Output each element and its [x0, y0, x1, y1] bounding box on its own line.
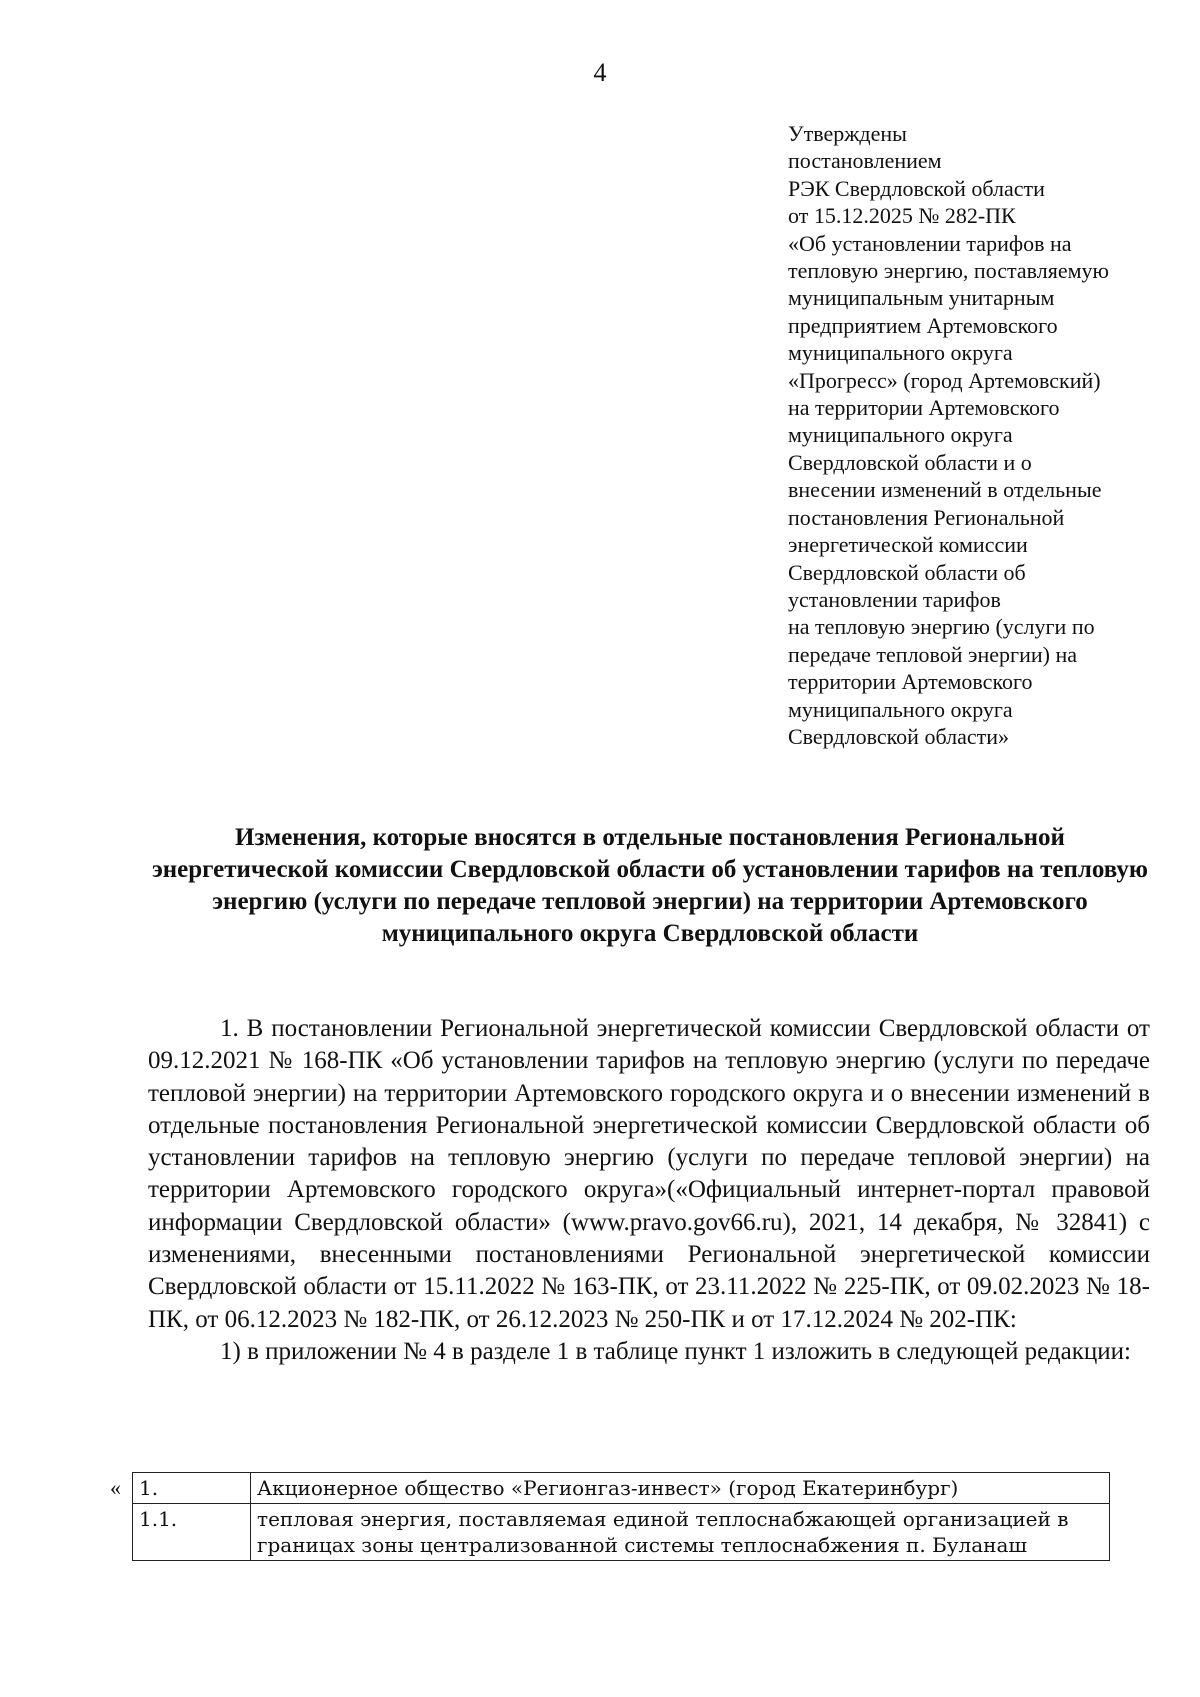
table-cell-number: 1.1.: [133, 1504, 251, 1561]
page-number: 4: [593, 58, 607, 87]
approval-line: постановлением: [788, 148, 942, 174]
table-row: [133, 1473, 1110, 1504]
approval-line: внесении изменений в отдельные: [788, 477, 1102, 503]
table-cell-text: Акционерное общество «Регионгаз-инвест» (город Екатеринбург): [251, 1473, 1110, 1504]
table-row: [133, 1504, 1110, 1561]
approval-line: передаче тепловой энергии) на: [788, 641, 1077, 667]
approval-line: Свердловской области»: [788, 723, 1009, 749]
approval-line: постановления Региональной: [788, 504, 1065, 530]
quote-open-mark: «: [110, 1475, 121, 1500]
table-cell-text: тепловая энергия, поставляемая единой теплоснабжающей организацией в границах зоны централизованной системы теплоснабжения п. Буланаш: [251, 1504, 1110, 1561]
table-cell-number: 1.: [133, 1473, 251, 1504]
approval-line: Свердловской области и о: [788, 449, 1032, 475]
approval-line: установлении тарифов: [788, 586, 1001, 612]
approval-line: на территории Артемовского: [788, 395, 1060, 421]
approval-line: «Об установлении тарифов на: [788, 230, 1072, 256]
approval-line: РЭК Свердловской области: [788, 175, 1045, 201]
approval-line: «Прогресс» (город Артемовский): [788, 367, 1101, 393]
tariff-table: [132, 1472, 1110, 1561]
approval-line: муниципального округа: [788, 696, 1013, 722]
approval-line: предприятием Артемовского: [788, 312, 1058, 338]
document-body: [148, 1013, 1150, 1368]
approval-line: Свердловской области об: [788, 559, 1026, 585]
approval-line: от 15.12.2025 № 282-ПК: [788, 203, 1016, 229]
approval-line: муниципального округа: [788, 422, 1013, 448]
approval-block: [788, 120, 1188, 750]
approval-line: муниципального округа: [788, 340, 1013, 366]
paragraph-1: 1. В постановлении Региональной энергетической комиссии Свердловской области от 09.12.2021 № 168-ПК «Об установлении тарифов на тепловую энергию (услуги по передаче тепловой энергии) на территории Артемовского городского округа и о внесении изменений в отдельные постановления Региональной энергетической комиссии Свердловской области об установлении тарифов на тепловую энергию (услуги по передаче тепловой энергии) на территории Артемовского городского округа»(«Официальный интернет-портал правовой информации Свердловской области» (www.pravo.gov66.ru), 2021, 14 декабря, № 32841) с изменениями, внесенными постановлениями Региональной энергетической комиссии Свердловской области от 15.11.2022 № 163-ПК, от 23.11.2022 № 225-ПК, от 09.02.2023 № 18-ПК, от 06.12.2023 № 182-ПК, от 26.12.2023 № 250-ПК и от 17.12.2024 № 202-ПК:: [148, 1015, 1150, 1333]
paragraph-2: 1) в приложении № 4 в разделе 1 в таблице пункт 1 изложить в следующей редакции:: [220, 1337, 1131, 1365]
document-title: Изменения, которые вносятся в отдельные постановления Региональной энергетической комиссии Свердловской области об установлении тарифов на тепловую энергию (услуги по передаче тепловой энергии) на территории Артемовского муниципального округа Свердловской области: [151, 824, 1149, 947]
approval-line: Утверждены: [788, 121, 907, 146]
approval-line: на тепловую энергию (услуги по: [788, 614, 1095, 640]
approval-line: тепловую энергию, поставляемую: [788, 258, 1109, 284]
approval-line: энергетической комиссии: [788, 532, 1028, 558]
approval-line: муниципальным унитарным: [788, 285, 1055, 311]
approval-line: территории Артемовского: [788, 669, 1033, 695]
